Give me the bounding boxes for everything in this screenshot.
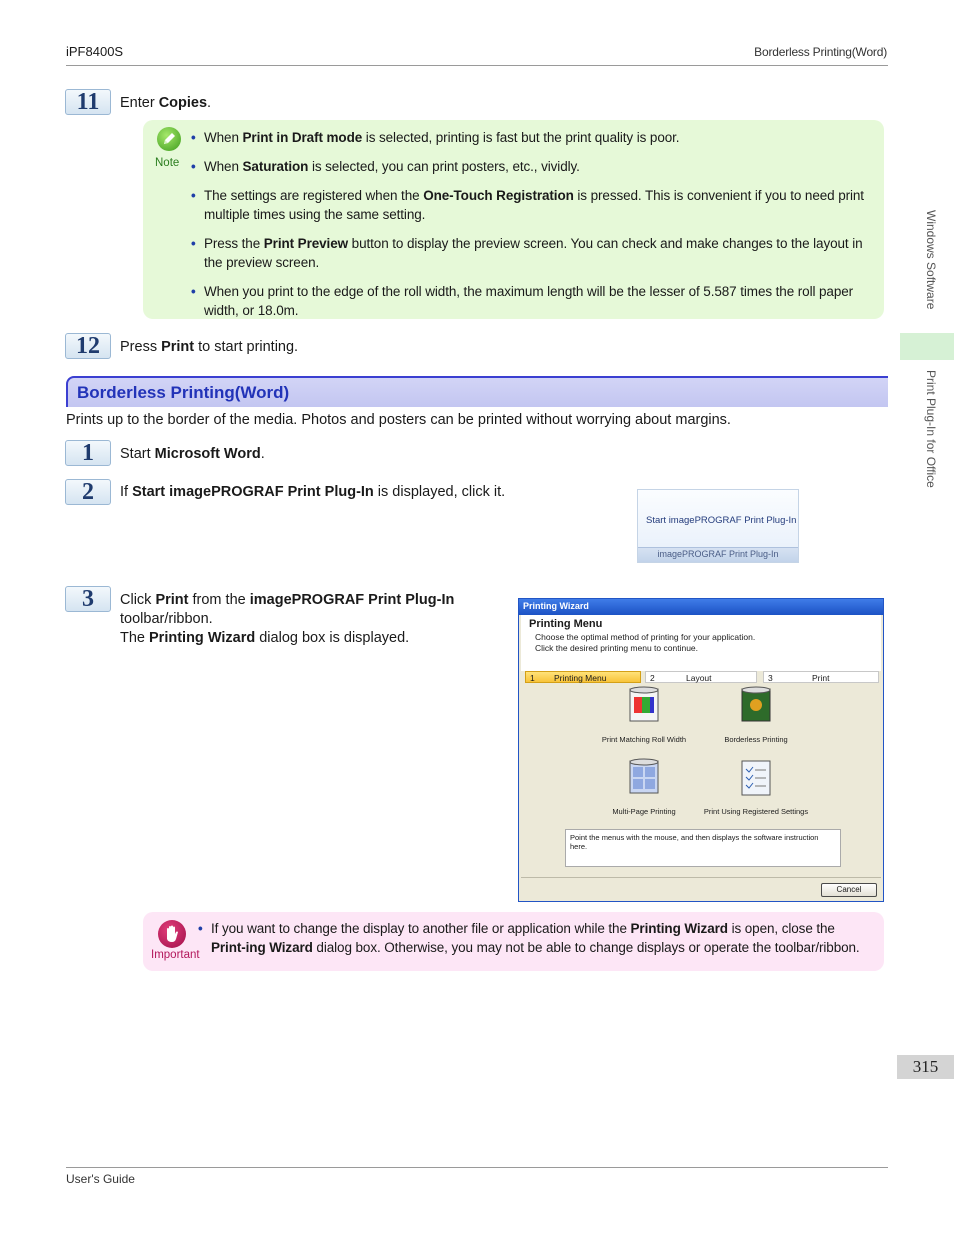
- note-item: • When you print to the edge of the roll width, the maximum length will be the lesser of 5.587 times the roll paper width, or 18.0m.: [191, 282, 873, 320]
- step-number-3: 3: [65, 586, 111, 612]
- plugin-ribbon-screenshot: [637, 489, 799, 563]
- note-pencil-icon: [157, 127, 181, 151]
- wizard-title: Printing Wizard: [523, 601, 589, 611]
- step-12-text: Press Print to start printing.: [120, 339, 299, 355]
- page-number: 315: [897, 1055, 954, 1079]
- note-list: [191, 128, 873, 330]
- wizard-titlebar: [519, 599, 883, 615]
- footer-text: User's Guide: [66, 1172, 135, 1186]
- printing-wizard-dialog: [518, 598, 884, 902]
- step-2-text: If Start imagePROGRAF Print Plug-In is displayed, click it.: [120, 484, 506, 500]
- wizard-step-layout: 2 Layout: [645, 671, 757, 683]
- section-title: Borderless Printing(Word): [77, 383, 290, 402]
- step-number-2: 2: [65, 479, 111, 505]
- note-item: • When Saturation is selected, you can print posters, etc., vividly.: [191, 157, 873, 176]
- wizard-info-box: Point the menus with the mouse, and then displays the software instruction here.: [565, 829, 841, 867]
- step-11-text: Enter Copies.: [120, 95, 212, 111]
- option-multi-page-printing[interactable]: Multi-Page Printing: [589, 757, 699, 816]
- step-3-line-3: The Printing Wizard dialog box is displayed.: [120, 630, 410, 646]
- note-item: • Press the Print Preview button to display the preview screen. You can check and make changes to the layout in the preview screen.: [191, 234, 873, 272]
- wizard-body: [521, 671, 881, 871]
- multi-page-icon: [624, 757, 664, 799]
- note-box: [143, 120, 884, 319]
- important-label: Important: [151, 949, 200, 961]
- note-item: • When Print in Draft mode is selected, printing is fast but the print quality is poor.: [191, 128, 873, 147]
- header-rule: [66, 65, 888, 66]
- checklist-icon: [736, 757, 776, 799]
- side-tab-windows-software: Windows Software: [924, 210, 938, 310]
- side-tab-highlight: [900, 333, 954, 360]
- wizard-heading: Printing Menu: [529, 618, 603, 630]
- wizard-separator: [521, 877, 881, 878]
- plugin-group-label: imagePROGRAF Print Plug-In: [657, 549, 779, 559]
- wizard-step-printing-menu: 1 Printing Menu: [525, 671, 641, 683]
- step-3-line-1: Click Print from the imagePROGRAF Print Plug-In: [120, 592, 455, 608]
- important-text: • If you want to change the display to another file or application while the Printing Wizard is open, close the Print-ing Wizard dialog box. Otherwise, you may not be able to change displays or operate the toolbar/ribbon.: [198, 919, 868, 957]
- wizard-step-print: 3 Print: [763, 671, 879, 683]
- option-print-using-registered-settings[interactable]: Print Using Registered Settings: [701, 757, 811, 816]
- important-hand-icon: [158, 920, 186, 948]
- step-3-text: [120, 591, 500, 648]
- plugin-group-strip: [638, 547, 798, 562]
- step-number-1: 1: [65, 440, 111, 466]
- step-number-11: 11: [65, 89, 111, 115]
- wizard-header: [521, 615, 881, 683]
- start-plugin-button[interactable]: Start imagePROGRAF Print Plug-In: [646, 515, 797, 526]
- step-number-12: 12: [65, 333, 111, 359]
- section-title-bar: [66, 376, 888, 407]
- step-3-line-2: toolbar/ribbon.: [120, 611, 213, 627]
- roll-paper-icon: [624, 685, 664, 727]
- wizard-description: Choose the optimal method of printing for your application. Click the desired printing menu to continue.: [535, 632, 756, 653]
- footer-rule: [66, 1167, 888, 1168]
- header-section: Borderless Printing(Word): [754, 45, 887, 59]
- side-tab-print-plugin: Print Plug-In for Office: [924, 370, 938, 488]
- header-model: iPF8400S: [66, 44, 124, 59]
- important-box: [143, 912, 884, 971]
- cancel-button[interactable]: Cancel: [821, 883, 877, 897]
- step-1-text: Start Microsoft Word.: [120, 446, 265, 462]
- option-borderless-printing[interactable]: Borderless Printing: [701, 685, 811, 744]
- section-description: Prints up to the border of the media. Photos and posters can be printed without worrying about margins.: [66, 412, 731, 428]
- note-item: • The settings are registered when the One-Touch Registration is pressed. This is convenient if you to need print multiple times using the same setting.: [191, 186, 873, 224]
- option-print-matching-roll-width[interactable]: Print Matching Roll Width: [589, 685, 699, 744]
- note-label: Note: [155, 157, 180, 169]
- borderless-photo-icon: [736, 685, 776, 727]
